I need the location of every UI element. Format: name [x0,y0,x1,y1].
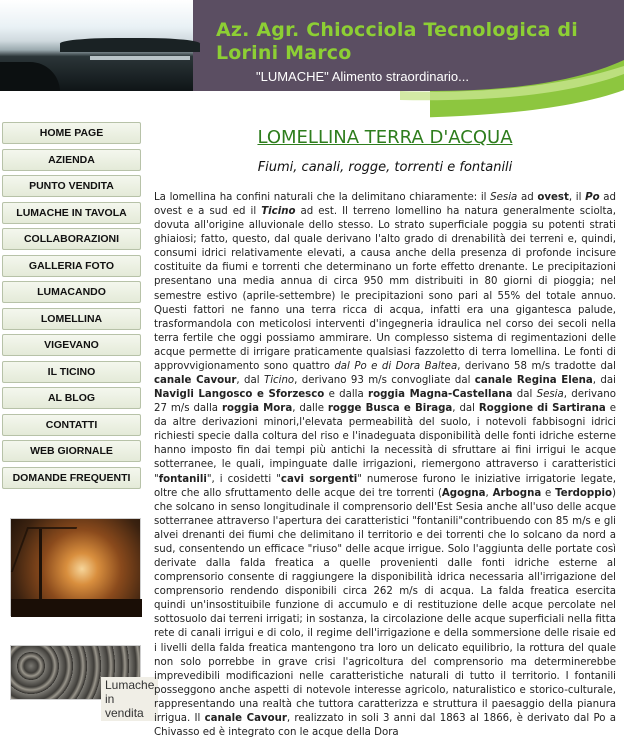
sidebar-nav [0,122,146,493]
bold-term: ovest [537,192,569,203]
bold-term: canale Cavour [154,375,237,387]
main-content [154,122,616,740]
bold-term: canale Regina Elena [474,375,593,387]
photo-caption: Lumache in vendita [101,677,158,721]
nav-lomellina[interactable]: LOMELLINA [2,308,141,330]
sunset-tree-photo [10,518,141,616]
nav-azienda[interactable]: AZIENDA [2,149,141,171]
site-header [0,0,624,120]
bold-term: Arbogna [492,487,542,499]
nav-lumacando[interactable]: LUMACANDO [2,281,141,303]
italic-term: Sesia [490,192,518,203]
article-body: La lomellina ha confini naturali che la delimitano chiaramente: il Sesia ad ovest, il Po ad ovest e a sud ed il Ticino ad est. Il terreno lomellino ha natura generalmente sciolta, dovuta all'origine alluvionale dello stesso. Lo strato superficiale poggia su potenti strati ghiaiosi; fatto, questo, dal quale derivano l'alto grado di drenabilità dei terreni e, quindi, consumi idrici relativamente elevati, a causa anche della presenza di profonde incisure costituite da fiumi e torrenti che determinano un forte effetto drenante. Le precipitazioni presentano una media annua di circa 950 mm distribuiti in 80 giorni di pioggia; nel semestre estivo (aprile-settembre) le precipitazioni sono pari al 55% del totale annuo. Questi fattori ne fanno una terra ricca di acqua, infatti era una gigantesca palude, trasformandola con meticolosi interventi d'ingegneria idraulica nel corso dei secoli nella terra fertile che oggi possiamo ammirare. Un complesso sistema di regimentazioni delle acque permette di irrigare praticamente qualsiasi fazzoletto di terra lomellina. Le fonti di approvvigionamento sono quattro dal Po e di Dora Baltea, derivano 58 m/s tradotte dal canale Cavour, dal Ticino, derivano 93 m/s convogliate dal canale Regina Elena, dai Navigli Langosco e Sforzesco e dalla roggia Magna-Castellana dal Sesia, derivano 27 m/s dalla roggia Mora, dalle rogge Busca e Biraga, dal Roggione di Sartirana e da altre derivazioni minori,l'elevata permeabilità del suolo, i notevoli fabbisogni idrici richiesti specie dalla coltura del riso e l'inadeguata disponibilità delle fonti idriche esterne hanno imposto fin dai tempi più antichi la necessità di sfruttare ai fini irrigui le acque sotterranee, le quali, impinguate dalle irrigazioni, riemergono attraverso i caratteristici "fontanili", i cosidetti "cavi sorgenti" numerose furono le iniziative irrigatorie legate, oltre che allo sfruttamento delle acque dei tre torrenti (Agogna, Arbogna e Terdoppio) che solcano in senso longitudinale il comprensorio dell'Est Sesia anche all'uso delle acque sotterranee attraverso l'apertura dei caratteristici "fontanili"contribuendo con 85 m/s e gli alvei drenanti dei fiumi che delimitano il territorio e dei torrenti che lo solcano da nord a sud, consentendo un efficace "riuso" delle acque irrigue. Solo l'aggiunta delle portate così derivate dalla falda freatica a quelle provenienti dalle fonti idriche esterne al comprensorio consente di raggiungere la disponibilità idrica necessaria all'irrigazione del comprensorio rendendo disponibili circa 262 m/s di acqua. La falda freatica esercita quindi un'insostituibile funzione di accumulo e di restituzione delle acque percolate nel sottosuolo dai terreni irrigati; in sostanza, la circolazione delle acque superficiali nella fitta rete di canali irrigui e di colo, il regime dell'irrigazione e della sommersione delle risaie ed i livelli della falda freatica mantengono tra loro un delicato equilibrio, la rottura del quale non solo porrebbe in grave crisi l'agricoltura del comprensorio ma determinerebbe imprevedibili modificazioni nelle caratteristiche naturali di tutto il territorio. I fontanili posseggono anche aspetti di notevole interesse agricolo, naturalistico e storico-culturale, rappresentando una realtà che tuttora caratterizza e struttura il paesaggio della pianura irrigua. Il canale Cavour, realizzato in soli 3 anni dal 1863 al 1866, è derivato dal Po a Chivasso ed è integrato con le acque della Dora [154,192,616,738]
site-tagline: "LUMACHE" Alimento straordinario... [256,69,469,84]
bold-term: Agogna [441,487,486,499]
nav-punto-vendita[interactable]: PUNTO VENDITA [2,175,141,197]
bold-term: roggia Mora [221,403,293,415]
bold-term: Navigli Langosco e Sforzesco [154,389,325,401]
nav-web-giornale[interactable]: WEB GIORNALE [2,440,141,462]
bold-term: rogge Busca e Biraga [327,403,453,415]
bold-term: Terdoppio [555,487,613,499]
italic-term: dal Po e di Dora Baltea [334,360,458,372]
nav-collaborazioni[interactable]: COLLABORAZIONI [2,228,141,250]
bold-term: Roggione di Sartirana [478,403,606,415]
nav-al-blog[interactable]: AL BLOG [2,387,141,409]
site-title: Az. Agr. Chiocciola Tecnologica di Lorini Marco [216,19,578,64]
bold-term: fontanili [158,473,207,485]
nav-home-page[interactable]: HOME PAGE [2,122,141,144]
page-title: LOMELLINA TERRA D'ACQUA [257,127,513,148]
nav-lumache-in-tavola[interactable]: LUMACHE IN TAVOLA [2,202,141,224]
italic-term: Ticino [263,375,295,387]
nav-domande-frequenti[interactable]: DOMANDE FREQUENTI [2,467,141,489]
bold-term: roggia Magna-Castellana [368,389,513,401]
italic-term: Sesia [536,389,564,401]
bold-term: cavi sorgenti [280,473,358,485]
page-subtitle: Fiumi, canali, rogge, torrenti e fontanili [257,160,513,175]
bold-term: Po [585,192,600,203]
bold-term: Ticino [261,206,296,218]
bold-term: canale Cavour [204,712,287,724]
nav-galleria-foto[interactable]: GALLERIA FOTO [2,255,141,277]
nav-vigevano[interactable]: VIGEVANO [2,334,141,356]
nav-contatti[interactable]: CONTATTI [2,414,141,436]
snails-photo [10,645,155,720]
nav-il-ticino[interactable]: IL TICINO [2,361,141,383]
